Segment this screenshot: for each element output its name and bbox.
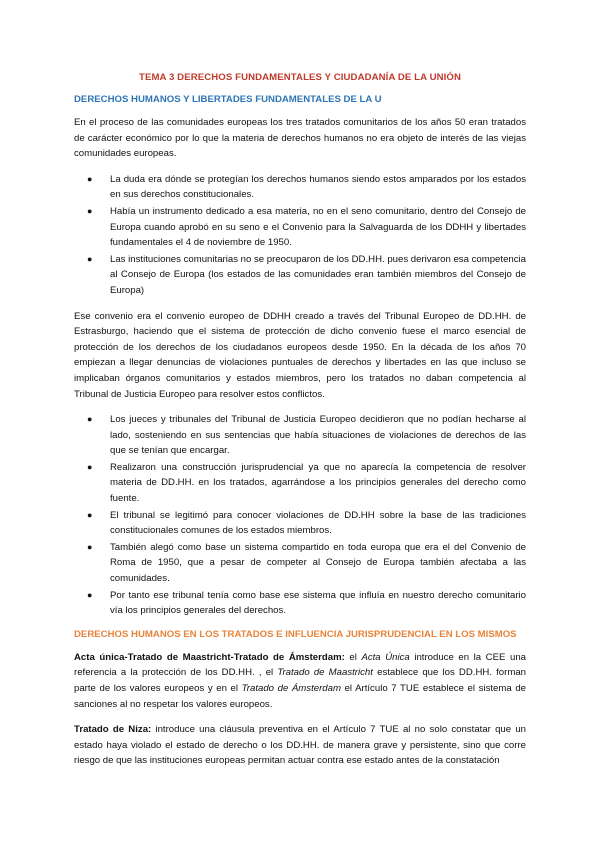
intro-paragraph: En el proceso de las comunidades europeas los tres tratados comunitarios de los años 50 eran tratados de carácter económico por lo que la materia de derechos humanos no era objeto de interés de las viejas comunidades europeas.	[74, 117, 526, 160]
document-title: TEMA 3 DERECHOS FUNDAMENTALES Y CIUDADANÍA DE LA UNIÓN	[138, 72, 461, 83]
list-item: ● La duda era dónde se protegían los derechos humanos siendo estos amparados por los estados en sus derechos constitucionales.	[87, 173, 526, 201]
list-item: ● Realizaron una construcción jurisprudencial ya que no aparecía la competencia de resolver materia de DD.HH. en los tratados, agarrándose a los principios generales del derecho como fuente.	[87, 461, 526, 505]
list-item: ● El tribunal se legitimó para conocer violaciones de DD.HH sobre la base de las tradiciones constitucionales comunes de los estados miembros.	[87, 509, 526, 537]
bullet-icon: ●	[87, 461, 93, 472]
amsterdam-ref: Tratado de Ámsterdam	[241, 683, 341, 694]
bullet-list-1	[74, 172, 526, 299]
niza-lead: Tratado de Niza:	[74, 724, 152, 736]
convenio-paragraph: Ese convenio era el convenio europeo de DDHH creado a través del Tribunal Europeo de DD.HH. de Estrasburgo, haciendo que el sistema de protección de dicho convenio fuese el marco esencial de protección de los derechos de los ciudadanos europeos desde 1950. En la década de los años 70 empiezan a llegar denuncias de violaciones puntuales de derechos y libertades en las que incluso se implicaban órganos comunitarios y estados miembros, pero los tratados no daban competencia al Tribunal de Justicia Europeo para resolver estos conflictos.	[74, 310, 526, 400]
list-item: ● Los jueces y tribunales del Tribunal de Justicia Europeo decidieron que no podían hecharse al lado, sosteniendo en sus sentencias que había situaciones de violaciones de derechos de las que se tenían que encargar.	[87, 414, 526, 457]
tratados-lead: Acta única-Tratado de Maastricht-Tratado de Ámsterdam:	[74, 651, 345, 663]
section-heading-tratados: DERECHOS HUMANOS EN LOS TRATADOS E INFLUENCIA JURISPRUDENCIAL EN LOS MISMOS	[74, 628, 517, 640]
maastricht-ref: Tratado de Maastricht	[277, 667, 373, 679]
bullet-icon: ●	[87, 205, 93, 216]
bullet-icon: ●	[87, 541, 93, 552]
bullet-icon: ●	[87, 173, 93, 184]
document-page	[74, 72, 526, 779]
niza-paragraph: Tratado de Niza: introduce una cláusula preventiva en el Artículo 7 TUE al no solo constatar que un estado haya violado el estado de derecho o los DD.HH. de manera grave y persistente, sino que corre riesgo de que las instituciones europeas permitan actuar contra ese estado antes de la constatación	[74, 724, 526, 767]
list-item: ● También alegó como base un sistema compartido en toda europa que era el del Convenio de Roma de 1950, que a pesar de competer al Consejo de Europa también afectaba a las comunidades.	[87, 541, 526, 585]
bullet-icon: ●	[87, 589, 93, 600]
section-heading-derechos-humanos: DERECHOS HUMANOS Y LIBERTADES FUNDAMENTALES DE LA U	[74, 94, 382, 105]
tratados-paragraph: Acta única-Tratado de Maastricht-Tratado de Ámsterdam: el Acta Única introduce en la CEE una referencia a la protección de los DD.HH. , el Tratado de Maastricht establece que los DD.HH. forman parte de los valores europeos y en el Tratado de Ámsterdam el Artículo 7 TUE establece el sistema de sanciones al no respetar los valores europeos.	[74, 651, 527, 710]
bullet-icon: ●	[87, 253, 93, 264]
list-item: ● Por tanto ese tribunal tenía como base ese sistema que influía en nuestro derecho comunitario vía los principios generales del derechos.	[87, 589, 526, 617]
acta-unica-ref: Acta Única	[361, 651, 410, 663]
bullet-list-2	[74, 412, 526, 619]
bullet-icon: ●	[87, 509, 93, 520]
bullet-icon: ●	[87, 414, 93, 425]
list-item: ● Había un instrumento dedicado a esa materia, no en el seno comunitario, dentro del Consejo de Europa cuando aprobó en su seno e el Convenio para la Salvaguarda de los DDHH y libertades fundamentales el 4 de noviembre de 1950.	[87, 205, 526, 249]
list-item: ● Las instituciones comunitarias no se preocuparon de los DD.HH. pues derivaron esa competencia al Consejo de Europa (los estados de las comunidades eran también miembros del Consejo de Europa)	[87, 253, 526, 296]
